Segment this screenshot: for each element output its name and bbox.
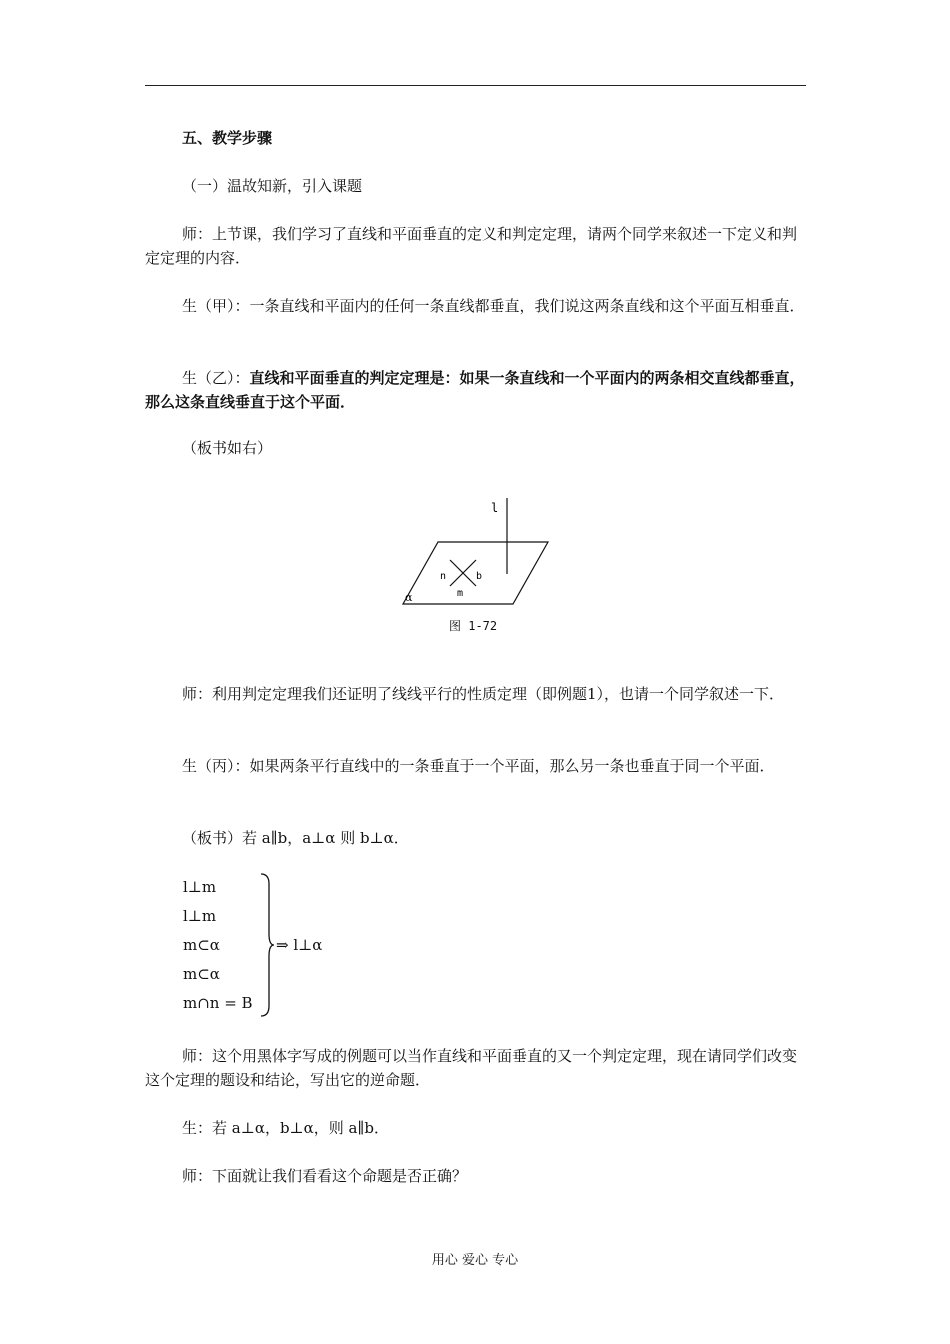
theorem-system (183, 872, 383, 1022)
implication-result: ⇒ l⊥α (276, 936, 323, 954)
paragraph-teacher-2: 师：利用判定定理我们还证明了线线平行的性质定理（即例题1），也请一个同学叙述一下． (182, 685, 785, 703)
paragraph-teacher-3: 师：这个用黑体字写成的例题可以当作直线和平面垂直的又一个判定定理，现在请同学们改变这个定理的题设和结论，写出它的逆命题． (145, 1047, 798, 1089)
section-heading: 五、教学步骤 (182, 129, 273, 147)
paragraph-student-d: 生：若 a⊥α，b⊥α，则 a∥b． (182, 1119, 390, 1137)
label-m: m (457, 588, 464, 599)
condition-line: m⊂α (183, 965, 220, 983)
condition-line: m∩n = B (183, 994, 253, 1012)
paragraph-student-a: 生（甲）：一条直线和平面内的任何一条直线都垂直，我们说这两条直线和这个平面互相垂直． (182, 297, 805, 315)
student-b-prefix: 生（乙）： (182, 369, 250, 387)
footer-motto: 用心 爱心 专心 (431, 1253, 519, 1268)
label-alpha: α (405, 591, 413, 604)
subsection-heading: （一）温故知新，引入课题 (182, 177, 363, 195)
paragraph-student-c: 生（丙）：如果两条平行直线中的一条垂直于一个平面，那么另一条也垂直于同一个平面． (182, 757, 775, 775)
board-note-2: （板书）若 a∥b，a⊥α 则 b⊥α． (182, 829, 409, 847)
condition-line: l⊥m (183, 878, 217, 896)
condition-line: l⊥m (183, 907, 217, 925)
label-n: n (440, 571, 447, 582)
header-rule (145, 85, 806, 86)
right-brace (259, 872, 275, 1018)
condition-line: m⊂α (183, 936, 220, 954)
theorem-statement: 直线和平面垂直的判定定理是：如果一条直线和一个平面内的两条相交直线都垂直，那么这条直线垂直于这个平面． (145, 369, 805, 411)
board-note-1: （板书如右） (182, 439, 273, 457)
figure-caption: 图 1-72 (449, 619, 498, 633)
label-l: l (491, 501, 499, 515)
paragraph-teacher-4: 师：下面就让我们看看这个命题是否正确？ (182, 1167, 468, 1185)
paragraph-student-b (145, 366, 806, 414)
label-b: b (476, 571, 483, 582)
paragraph-teacher-1: 师：上节课，我们学习了直线和平面垂直的定义和判定定理，请两个同学来叙述一下定义和判定定理的内容． (145, 225, 798, 267)
